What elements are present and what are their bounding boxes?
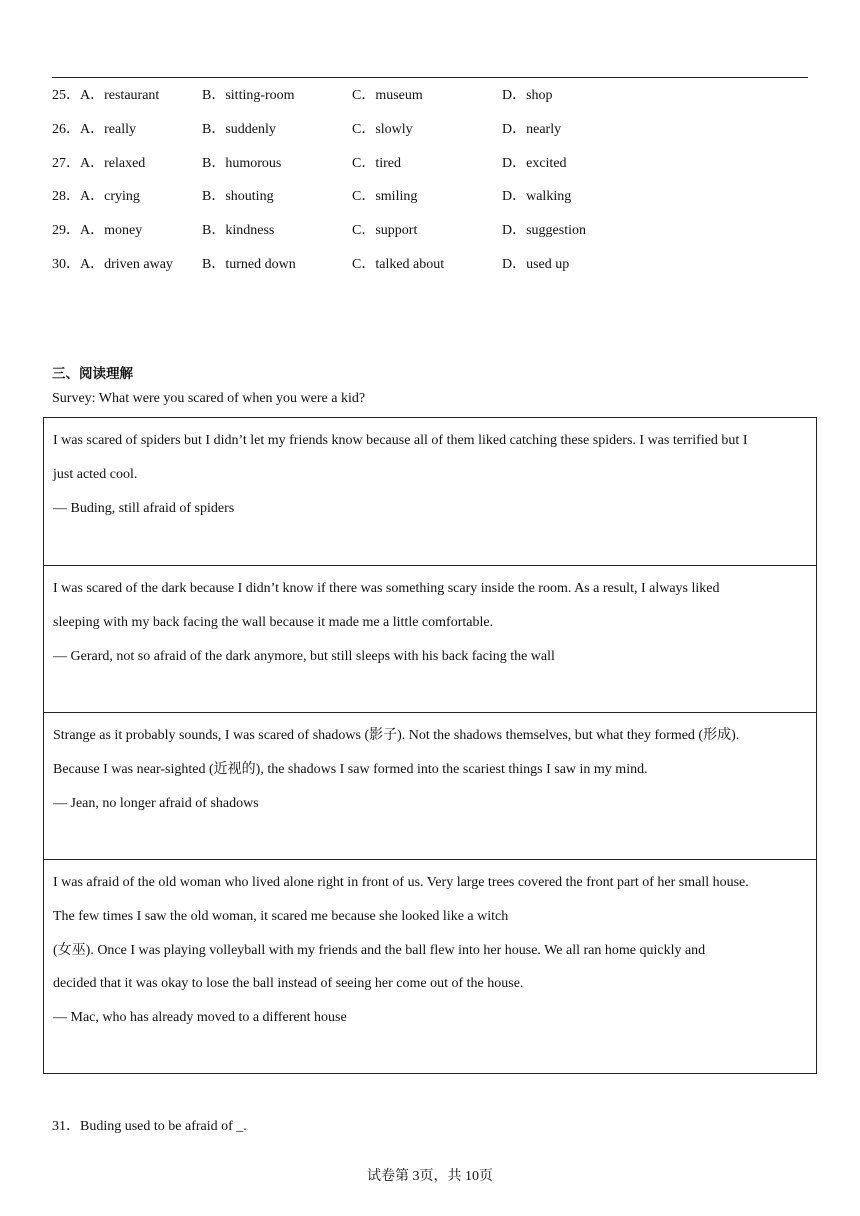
option-a: A．restaurant — [80, 88, 160, 103]
option-d: D．used up — [502, 256, 570, 272]
option-b: B．sitting-room — [202, 88, 295, 103]
option-c: C．talked about — [352, 256, 445, 272]
entry-line: (女巫). Once I was playing volleyball with my friends and the ball flew into her house. We all ran home quickly and — [53, 942, 706, 958]
option-d: D．suggestion — [502, 223, 586, 239]
entry-signature: — Jean, no longer afraid of shadows — [53, 795, 259, 811]
question-number: 29． — [52, 223, 80, 239]
option-a: A．money — [80, 223, 143, 239]
option-d: D．excited — [502, 155, 567, 171]
option-a: A．relaxed — [80, 155, 146, 171]
survey-entry-buding — [44, 418, 816, 565]
option-c: C．tired — [352, 155, 401, 171]
question-number: 28． — [52, 189, 80, 205]
survey-table — [43, 417, 817, 1074]
entry-line: Strange as it probably sounds, I was scared of shadows (影子). Not the shadows themselves, but what they formed (形成). — [53, 728, 740, 743]
option-c: C．support — [352, 223, 418, 239]
entry-signature: — Gerard, not so afraid of the dark anymore, but still sleeps with his back facing the wall — [53, 648, 555, 664]
option-c: C．smiling — [352, 189, 418, 205]
option-b: B．shouting — [202, 189, 274, 205]
page-footer: 试卷第 3页，共 10页 — [367, 1169, 493, 1184]
question-31: 31．Buding used to be afraid of _. — [52, 1119, 247, 1134]
section-title: 三、阅读理解 — [52, 366, 133, 382]
option-c: C．museum — [352, 88, 423, 103]
entry-line: just acted cool. — [53, 466, 138, 482]
entry-signature: — Mac, who has already moved to a different house — [53, 1010, 347, 1026]
option-c: C．slowly — [352, 121, 413, 137]
question-number: 25． — [52, 88, 80, 103]
survey-entry-jean — [44, 712, 816, 859]
option-b: B．suddenly — [202, 121, 276, 137]
option-b: B．kindness — [202, 223, 275, 239]
option-b: B．humorous — [202, 155, 282, 171]
entry-line: decided that it was okay to lose the ball instead of seeing her come out of the house. — [53, 976, 524, 992]
survey-entry-gerard — [44, 565, 816, 712]
entry-line: I was afraid of the old woman who lived alone right in front of us. Very large trees covered the front part of her small house. — [53, 875, 749, 890]
survey-entry-mac — [44, 859, 816, 1073]
option-a: A．crying — [80, 189, 140, 205]
question-number: 26． — [52, 121, 80, 137]
entry-line: Because I was near-sighted (近视的), the shadows I saw formed into the scariest things I saw in my mind. — [53, 761, 648, 777]
option-a: A．driven away — [80, 256, 173, 272]
question-number: 30． — [52, 256, 80, 272]
survey-question: Survey: What were you scared of when you were a kid? — [52, 391, 366, 406]
entry-line: I was scared of the dark because I didn’t know if there was something scary inside the room. As a result, I always liked — [53, 581, 720, 596]
entry-line: sleeping with my back facing the wall because it made me a little comfortable. — [53, 614, 494, 630]
option-d: D．walking — [502, 189, 572, 205]
header-rule — [52, 77, 808, 78]
entry-line: I was scared of spiders but I didn’t let my friends know because all of them liked catching these spiders. I was terrified but I — [53, 433, 748, 448]
question-number: 27． — [52, 155, 80, 171]
option-d: D．shop — [502, 88, 553, 103]
option-a: A．really — [80, 121, 136, 137]
option-b: B．turned down — [202, 256, 296, 272]
entry-line: The few times I saw the old woman, it scared me because she looked like a witch — [53, 908, 509, 924]
option-d: D．nearly — [502, 121, 562, 137]
entry-signature: — Buding, still afraid of spiders — [53, 500, 235, 516]
